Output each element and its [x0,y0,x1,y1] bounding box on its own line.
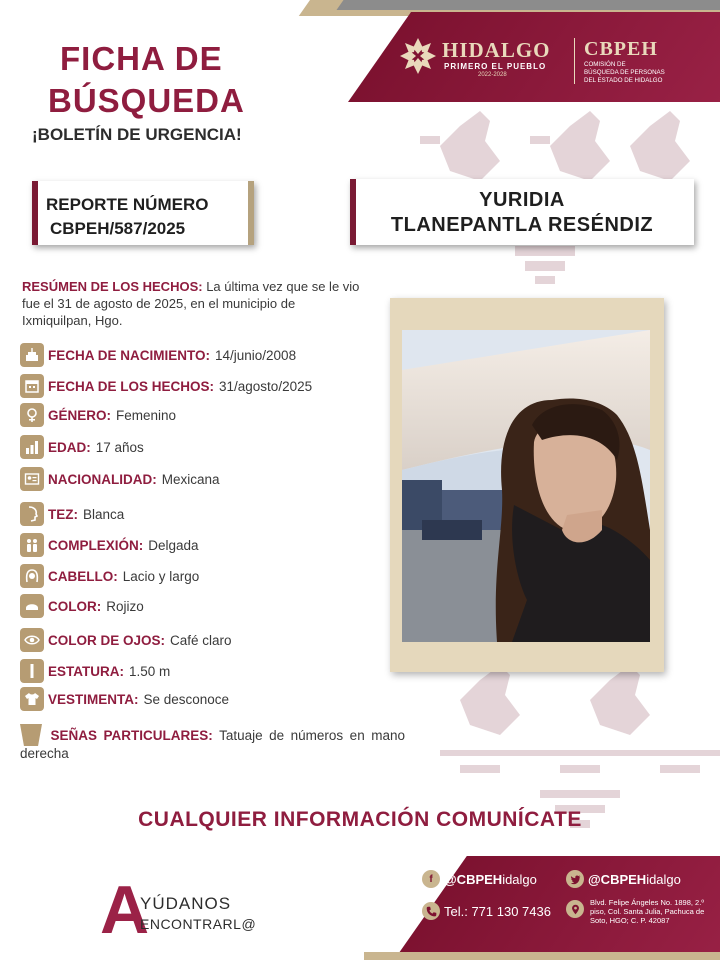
phone-contact[interactable] [422,902,551,920]
twitter-handle-rest: idalgo [646,871,681,887]
campaign-line-2: ENCONTRARL@ [140,916,257,932]
phone-icon [422,902,440,920]
fact-row-skin [20,501,124,527]
person-photo [402,330,650,642]
fact-value: Delgada [148,537,199,553]
ayudanos-encontrarla-logo [100,872,300,948]
fact-row-clothing [20,686,229,712]
fact-row-birth-date [20,342,296,368]
id-card-icon [20,467,44,491]
fact-label: ESTATURA: [48,663,124,679]
twitter-bird-icon [566,870,584,888]
fact-value: Femenino [116,407,177,423]
person-last-names: TLANEPANTLA RESÉNDIZ [390,214,654,236]
cbpeh-line-1: COMISIÓN DE [584,61,626,68]
hidalgo-logo [398,36,578,86]
fact-value: 14/junio/2008 [215,347,297,363]
distinctive-marks-label: SEÑAS PARTICULARES: [50,728,213,743]
urgency-subtitle: ¡BOLETÍN DE URGENCIA! [32,125,242,144]
hidalgo-slogan: PRIMERO EL PUEBLO [444,62,547,71]
fact-row-gender [20,402,176,428]
fact-value: Rojizo [106,598,144,614]
fact-value: Mexicana [161,471,220,487]
cake-icon [20,343,44,367]
fact-value: Blanca [83,506,125,522]
fact-value: 31/agosto/2025 [219,378,313,394]
body-icon [20,533,44,557]
calendar-icon [20,374,44,398]
color-swatch-icon [20,594,44,618]
report-number-card [32,181,254,245]
gender-icon [20,403,44,427]
fact-label: FECHA DE LOS HECHOS: [48,378,215,394]
ruler-icon [20,659,44,683]
hidalgo-years: 2022-2028 [478,72,507,78]
campaign-letter: A [100,872,150,948]
hidalgo-flower-icon [398,36,438,76]
summary-text: La última vez que se le vio fue el 31 de agosto de 2025, en el municipio de Ixmiquilpan, Hgo. [22,279,360,328]
fact-label: COLOR DE OJOS: [48,632,166,648]
cbpeh-line-2: BÚSQUEDA DE PERSONAS [584,69,665,76]
fact-row-age [20,434,144,460]
facebook-handle-rest: idalgo [502,871,537,887]
distinctive-marks-value: Tatuaje de números en mano derecha [20,728,405,761]
face-profile-icon [20,502,44,526]
fact-label: NACIONALIDAD: [48,471,157,487]
report-number: CBPEH/587/2025 [50,219,186,238]
office-address: Blvd. Felipe Ángeles No. 1898, 2.º piso, Col. Santa Julia, Pachuca de Soto, HGO; C. P. 42087 [590,898,705,925]
call-to-action: CUALQUIER INFORMACIÓN COMUNÍCATE [138,808,582,831]
hair-icon [20,564,44,588]
fact-value: Lacio y largo [122,568,200,584]
page-title-line-2: BÚSQUEDA [48,82,245,119]
fact-value: 17 años [95,439,144,455]
facebook-contact[interactable] [422,870,537,888]
fact-label: TEZ: [48,506,78,522]
cbpeh-logo [584,38,665,85]
fact-row-height [20,658,170,684]
campaign-line-1: YÚDANOS [140,894,232,913]
cbpeh-line-3: DEL ESTADO DE HIDALGO [584,77,663,84]
person-name-card [350,179,694,245]
location-pin-icon [566,900,584,918]
summary-of-facts [22,278,362,329]
phone-number: Tel.: 771 130 7436 [444,903,551,919]
fact-row-event-date [20,373,312,399]
fact-label: FECHA DE NACIMIENTO: [48,347,210,363]
marks-icon [20,724,42,746]
fact-label: GÉNERO: [48,407,112,423]
distinctive-marks [20,724,405,762]
photo-frame [390,298,664,672]
fact-label: COMPLEXIÓN: [48,537,144,553]
fact-label: COLOR: [48,598,102,614]
fact-row-eye-color [20,627,232,653]
fact-label: VESTIMENTA: [48,691,139,707]
fact-label: CABELLO: [48,568,118,584]
location-pin [566,900,588,918]
fact-row-hair [20,563,199,589]
age-bars-icon [20,435,44,459]
twitter-handle-bold: @CBPEH [588,871,647,887]
cbpeh-name: CBPEH [584,38,658,60]
hidalgo-name: HIDALGO [442,38,551,62]
facebook-handle-bold: @CBPEH [444,871,503,887]
report-label: REPORTE NÚMERO [46,195,209,214]
eye-icon [20,628,44,652]
person-first-name: YURIDIA [479,189,565,211]
fact-row-color [20,593,144,619]
facebook-icon: f [422,870,440,888]
shirt-icon [20,687,44,711]
twitter-contact[interactable] [566,870,681,888]
fact-value: Café claro [170,632,232,648]
page-title-line-1: FICHA DE [60,40,223,77]
fact-row-build [20,532,199,558]
fact-value: 1.50 m [129,663,171,679]
fact-row-nationality [20,466,220,492]
summary-label: RESÚMEN DE LOS HECHOS: [22,279,203,294]
logo-divider [574,38,575,84]
fact-label: EDAD: [48,439,91,455]
fact-value: Se desconoce [143,691,230,707]
